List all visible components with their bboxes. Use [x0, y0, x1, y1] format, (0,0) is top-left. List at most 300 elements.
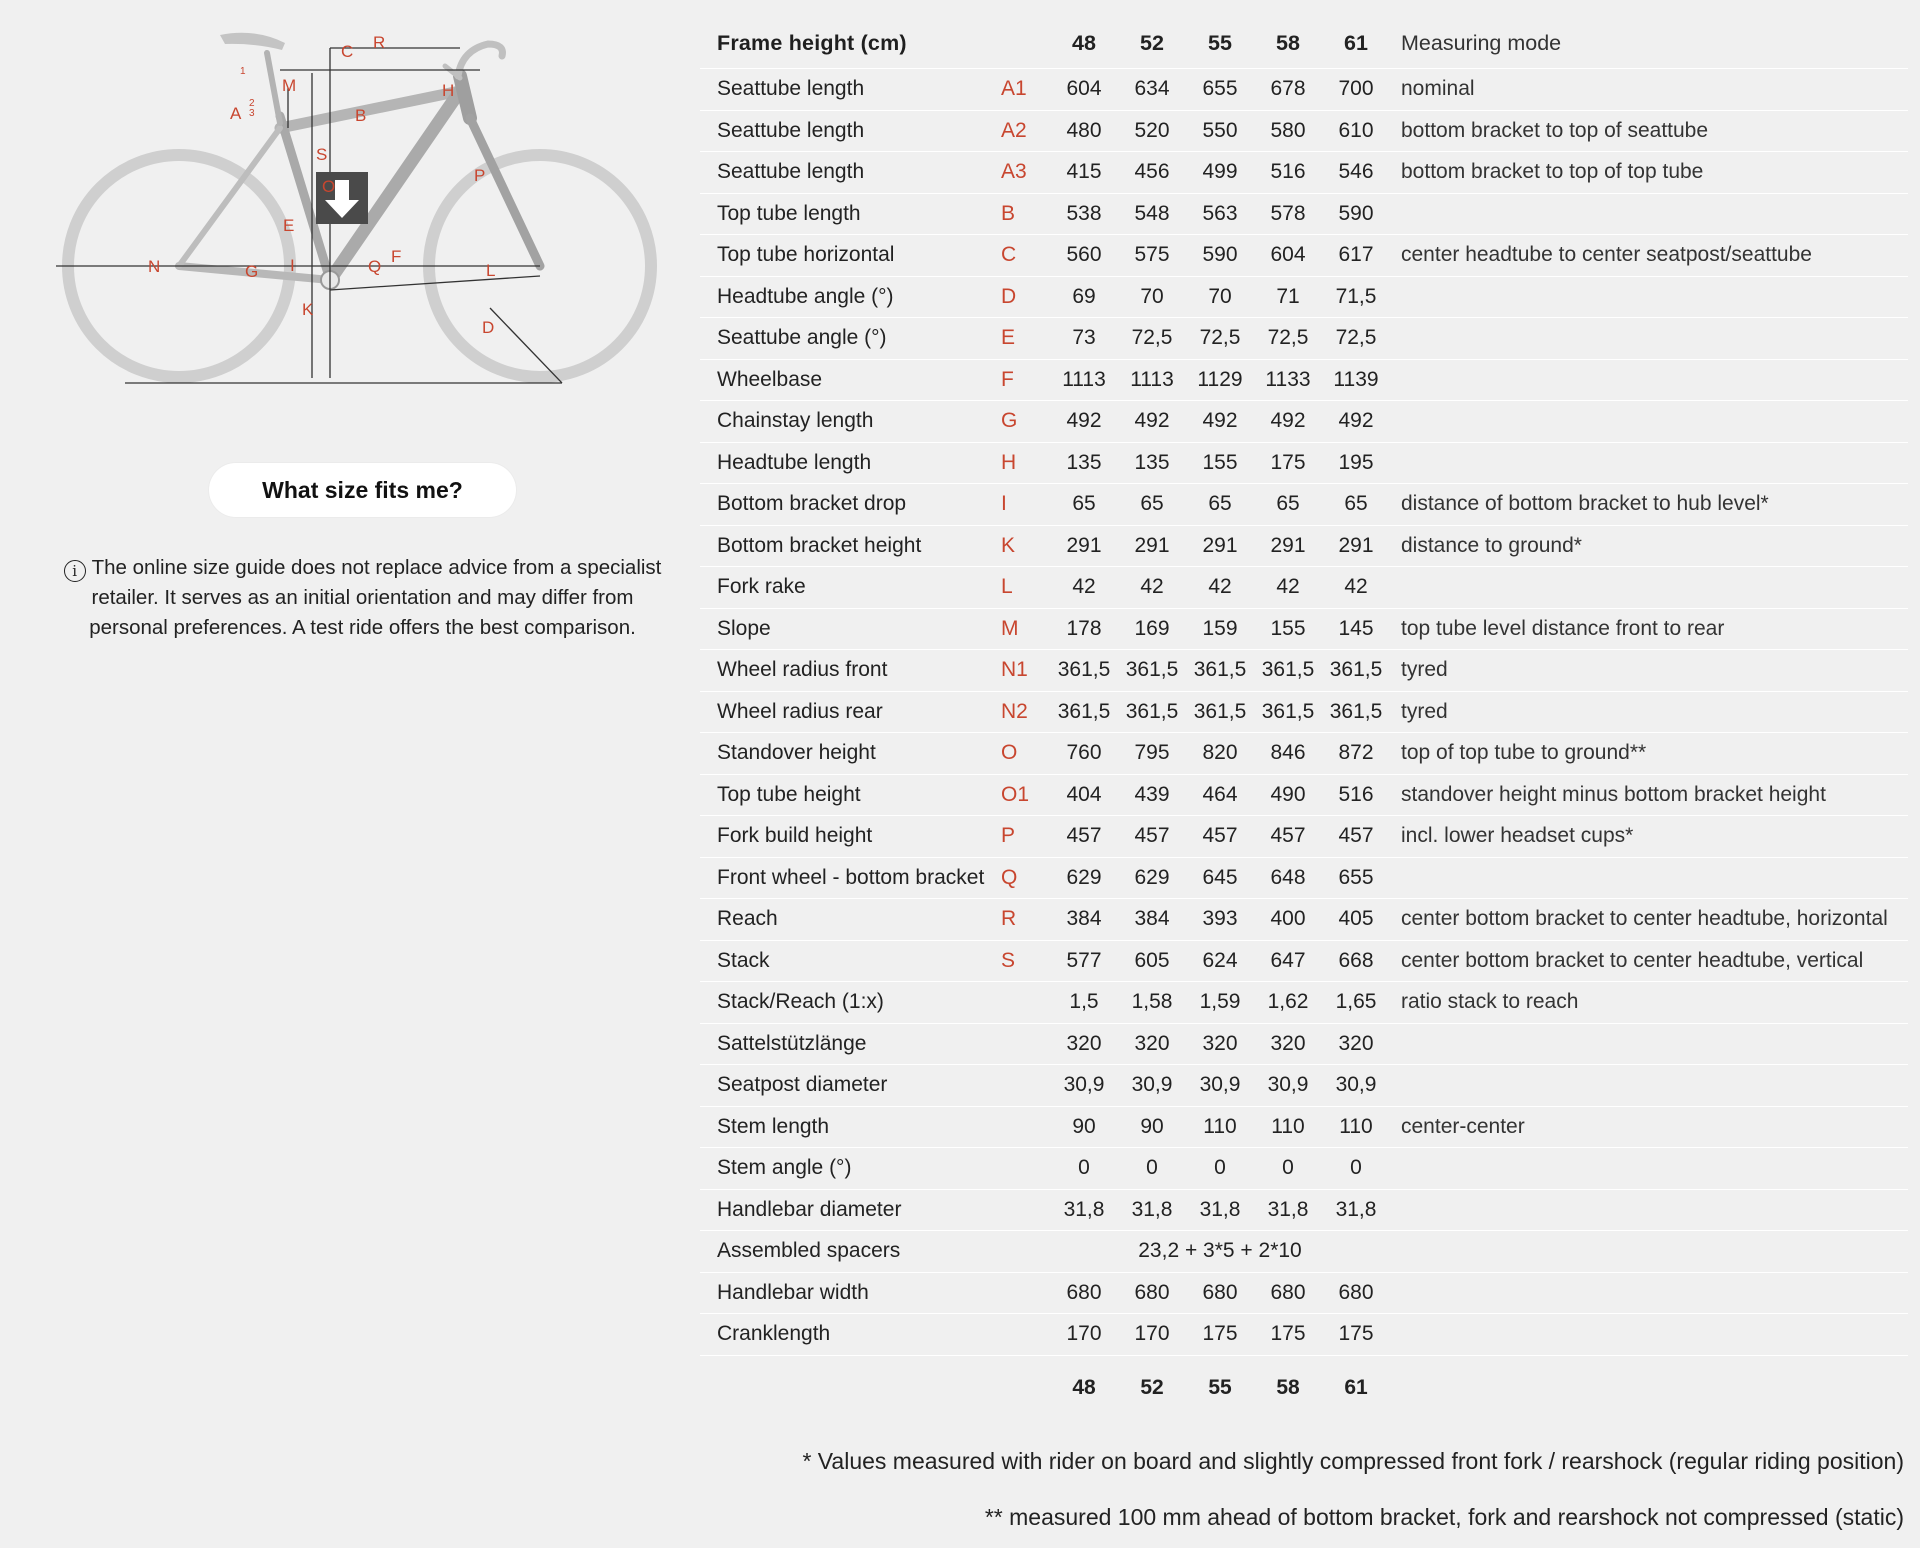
row-value: 69: [1050, 276, 1118, 318]
row-value: 0: [1118, 1148, 1186, 1190]
row-note: [1390, 1148, 1908, 1190]
row-key: S: [1000, 940, 1050, 982]
row-label: Standover height: [700, 733, 1000, 775]
row-value: 361,5: [1118, 691, 1186, 733]
row-value: 30,9: [1254, 1065, 1322, 1107]
row-label: Chainstay length: [700, 401, 1000, 443]
diagram-label: N: [148, 257, 161, 276]
table-row: [700, 235, 1908, 277]
row-note: [1390, 193, 1908, 235]
row-value: 361,5: [1186, 650, 1254, 692]
row-value: 0: [1050, 1148, 1118, 1190]
row-note: center-center: [1390, 1106, 1908, 1148]
row-note: incl. lower headset cups*: [1390, 816, 1908, 858]
row-value: 680: [1186, 1272, 1254, 1314]
table-row: [700, 484, 1908, 526]
row-value: 492: [1254, 401, 1322, 443]
row-note: [1390, 1065, 1908, 1107]
diagram-label: H: [442, 81, 455, 100]
row-key: N1: [1000, 650, 1050, 692]
row-value: 457: [1322, 816, 1390, 858]
row-value: 400: [1254, 899, 1322, 941]
row-value: 520: [1118, 110, 1186, 152]
row-key: [1000, 1272, 1050, 1314]
size-guide-disclaimer: [55, 553, 670, 643]
table-row: [700, 401, 1908, 443]
row-label: Handlebar diameter: [700, 1189, 1000, 1231]
row-value: 590: [1322, 193, 1390, 235]
table-footer-row: [700, 1355, 1908, 1421]
row-value: 629: [1118, 857, 1186, 899]
row-value: 580: [1254, 110, 1322, 152]
row-value: 71,5: [1322, 276, 1390, 318]
row-key: I: [1000, 484, 1050, 526]
row-key: H: [1000, 442, 1050, 484]
row-value: 135: [1118, 442, 1186, 484]
row-label: Seattube length: [700, 152, 1000, 194]
row-value: 361,5: [1050, 691, 1118, 733]
row-label: Bottom bracket height: [700, 525, 1000, 567]
row-label: Cranklength: [700, 1314, 1000, 1356]
table-row: [700, 193, 1908, 235]
row-value: 65: [1118, 484, 1186, 526]
row-value: 516: [1254, 152, 1322, 194]
row-note: [1390, 1189, 1908, 1231]
row-label: Top tube length: [700, 193, 1000, 235]
row-value: 320: [1254, 1023, 1322, 1065]
row-value: 42: [1254, 567, 1322, 609]
row-value: 175: [1254, 442, 1322, 484]
row-value: 548: [1118, 193, 1186, 235]
row-value: 178: [1050, 608, 1118, 650]
row-value: 291: [1322, 525, 1390, 567]
row-label: Headtube angle (°): [700, 276, 1000, 318]
row-value: 760: [1050, 733, 1118, 775]
row-value: 393: [1186, 899, 1254, 941]
row-note: top tube level distance front to rear: [1390, 608, 1908, 650]
row-value: 70: [1118, 276, 1186, 318]
left-panel: [0, 0, 700, 1548]
row-note: distance to ground*: [1390, 525, 1908, 567]
table-row: [700, 1272, 1908, 1314]
row-value: 405: [1322, 899, 1390, 941]
row-value: 30,9: [1118, 1065, 1186, 1107]
row-value: 578: [1254, 193, 1322, 235]
footnote-static: ** measured 100 mm ahead of bottom bracket, fork and rearshock not compressed (static): [984, 1504, 1904, 1530]
footer-spacer: [1000, 1355, 1050, 1421]
row-note: [1390, 1231, 1908, 1273]
row-value: 170: [1118, 1314, 1186, 1356]
row-value: 65: [1050, 484, 1118, 526]
row-key: D: [1000, 276, 1050, 318]
size-footer: 48: [1050, 1355, 1118, 1421]
row-value: 320: [1118, 1023, 1186, 1065]
frame-height-header: Frame height (cm): [717, 31, 907, 55]
table-row: [700, 1189, 1908, 1231]
row-value: 610: [1322, 110, 1390, 152]
row-value: 680: [1050, 1272, 1118, 1314]
row-value: 456: [1118, 152, 1186, 194]
what-size-fits-me-button[interactable]: What size fits me?: [209, 463, 516, 517]
row-value: 110: [1254, 1106, 1322, 1148]
row-value: 72,5: [1322, 318, 1390, 360]
row-note: [1390, 359, 1908, 401]
row-value: 439: [1118, 774, 1186, 816]
row-value: 0: [1322, 1148, 1390, 1190]
row-value: 538: [1050, 193, 1118, 235]
disclaimer-text: The online size guide does not replace advice from a specialist retailer. It serves as an initial orientation and may differ from personal preferences. A test ride offers the best comparison.: [89, 556, 662, 639]
size-header: 58: [1276, 31, 1300, 55]
diagram-label: S: [316, 145, 328, 164]
table-row: [700, 774, 1908, 816]
row-value: 1129: [1186, 359, 1254, 401]
row-value: 480: [1050, 110, 1118, 152]
diagram-label: D: [482, 318, 495, 337]
row-note: [1390, 857, 1908, 899]
table-row: [700, 940, 1908, 982]
diagram-label: R: [373, 33, 386, 52]
row-value: 415: [1050, 152, 1118, 194]
size-footer: 61: [1322, 1355, 1390, 1421]
row-key: O: [1000, 733, 1050, 775]
row-value: 384: [1118, 899, 1186, 941]
geometry-table-body: [700, 19, 1908, 1421]
row-value: 30,9: [1322, 1065, 1390, 1107]
diagram-sub-label: 1: [240, 66, 246, 77]
table-row: [700, 733, 1908, 775]
row-label: Slope: [700, 608, 1000, 650]
row-value: 65: [1186, 484, 1254, 526]
row-key: O1: [1000, 774, 1050, 816]
table-row: [700, 318, 1908, 360]
row-value: 65: [1322, 484, 1390, 526]
row-value: 175: [1254, 1314, 1322, 1356]
row-key: [1000, 1314, 1050, 1356]
row-value: 195: [1322, 442, 1390, 484]
diagram-label: C: [341, 42, 354, 61]
footer-spacer: [1390, 1355, 1908, 1421]
row-value: 42: [1050, 567, 1118, 609]
bike-geometry-diagram: [50, 18, 690, 398]
row-value: 820: [1186, 733, 1254, 775]
row-value: 680: [1118, 1272, 1186, 1314]
row-key: C: [1000, 235, 1050, 277]
row-value: 563: [1186, 193, 1254, 235]
row-note: center bottom bracket to center headtube, vertical: [1390, 940, 1908, 982]
table-row: [700, 982, 1908, 1024]
row-value: 1113: [1050, 359, 1118, 401]
diagram-letters: [148, 33, 495, 337]
row-value: 361,5: [1118, 650, 1186, 692]
size-header: 61: [1344, 31, 1368, 55]
row-value: 499: [1186, 152, 1254, 194]
row-label: Handlebar width: [700, 1272, 1000, 1314]
row-value: 1,65: [1322, 982, 1390, 1024]
row-label: Seatpost diameter: [700, 1065, 1000, 1107]
row-value: 31,8: [1322, 1189, 1390, 1231]
table-row: [700, 69, 1908, 111]
row-value: 550: [1186, 110, 1254, 152]
row-key: [1000, 1148, 1050, 1190]
row-value: 320: [1186, 1023, 1254, 1065]
size-footer: 52: [1118, 1355, 1186, 1421]
row-key: [1000, 1106, 1050, 1148]
footer-spacer: [700, 1355, 1000, 1421]
row-value: 73: [1050, 318, 1118, 360]
table-row: [700, 816, 1908, 858]
row-label: Wheel radius rear: [700, 691, 1000, 733]
row-value: 361,5: [1254, 691, 1322, 733]
row-value: 605: [1118, 940, 1186, 982]
row-key: N2: [1000, 691, 1050, 733]
row-value: 175: [1186, 1314, 1254, 1356]
row-value: 629: [1050, 857, 1118, 899]
row-key: A2: [1000, 110, 1050, 152]
row-value: 155: [1186, 442, 1254, 484]
size-footer: 55: [1186, 1355, 1254, 1421]
diagram-label: A: [230, 104, 242, 123]
row-value: 31,8: [1254, 1189, 1322, 1231]
table-row: [700, 525, 1908, 567]
row-note: [1390, 276, 1908, 318]
row-key: A3: [1000, 152, 1050, 194]
table-row: [700, 442, 1908, 484]
diagram-label: K: [302, 300, 314, 319]
row-value: 516: [1322, 774, 1390, 816]
row-label: Stem length: [700, 1106, 1000, 1148]
row-label: Top tube height: [700, 774, 1000, 816]
row-value: 90: [1050, 1106, 1118, 1148]
row-note: bottom bracket to top of top tube: [1390, 152, 1908, 194]
row-value: 70: [1186, 276, 1254, 318]
row-value: 457: [1254, 816, 1322, 858]
row-value: 464: [1186, 774, 1254, 816]
row-key: [1000, 1023, 1050, 1065]
row-value: 846: [1254, 733, 1322, 775]
row-label: Front wheel - bottom bracket: [700, 857, 1000, 899]
row-value: 680: [1254, 1272, 1322, 1314]
row-note: center bottom bracket to center headtube, horizontal: [1390, 899, 1908, 941]
diagram-label: M: [282, 76, 297, 95]
row-key: F: [1000, 359, 1050, 401]
table-row: [700, 1314, 1908, 1356]
row-value: 31,8: [1186, 1189, 1254, 1231]
row-value: 169: [1118, 608, 1186, 650]
row-value: 72,5: [1186, 318, 1254, 360]
row-value: 155: [1254, 608, 1322, 650]
row-value: 31,8: [1118, 1189, 1186, 1231]
row-value: 604: [1050, 69, 1118, 111]
row-value: 159: [1186, 608, 1254, 650]
row-value: 647: [1254, 940, 1322, 982]
row-label: Bottom bracket drop: [700, 484, 1000, 526]
row-value: 457: [1118, 816, 1186, 858]
row-value: 645: [1186, 857, 1254, 899]
row-value: 65: [1254, 484, 1322, 526]
geometry-table: [700, 19, 1908, 1421]
row-value: 678: [1254, 69, 1322, 111]
row-note: [1390, 401, 1908, 443]
row-key: K: [1000, 525, 1050, 567]
row-value: 291: [1118, 525, 1186, 567]
row-key: A1: [1000, 69, 1050, 111]
table-row: [700, 650, 1908, 692]
row-value: 291: [1186, 525, 1254, 567]
table-row: [700, 857, 1908, 899]
row-value: 110: [1186, 1106, 1254, 1148]
table-row: [700, 359, 1908, 401]
row-value: 872: [1322, 733, 1390, 775]
row-key: [1000, 1065, 1050, 1107]
row-label: Top tube horizontal: [700, 235, 1000, 277]
row-merged-value: 23,2 + 3*5 + 2*10: [1050, 1231, 1390, 1273]
row-label: Stack/Reach (1:x): [700, 982, 1000, 1024]
diagram-label: Q: [368, 257, 382, 276]
row-value: 90: [1118, 1106, 1186, 1148]
row-value: 320: [1050, 1023, 1118, 1065]
row-note: ratio stack to reach: [1390, 982, 1908, 1024]
row-key: [1000, 982, 1050, 1024]
row-label: Fork rake: [700, 567, 1000, 609]
diagram-label: F: [391, 247, 402, 266]
row-note: [1390, 318, 1908, 360]
row-value: 110: [1322, 1106, 1390, 1148]
row-value: 72,5: [1254, 318, 1322, 360]
row-note: top of top tube to ground**: [1390, 733, 1908, 775]
row-value: 361,5: [1050, 650, 1118, 692]
row-label: Stem angle (°): [700, 1148, 1000, 1190]
row-value: 72,5: [1118, 318, 1186, 360]
diagram-label: L: [486, 261, 496, 280]
row-value: 590: [1186, 235, 1254, 277]
row-value: 404: [1050, 774, 1118, 816]
size-footer: 58: [1254, 1355, 1322, 1421]
row-key: Q: [1000, 857, 1050, 899]
diagram-sub-label: 3: [249, 108, 255, 119]
row-value: 634: [1118, 69, 1186, 111]
row-key: [1000, 1231, 1050, 1273]
row-value: 361,5: [1186, 691, 1254, 733]
table-row: [700, 567, 1908, 609]
row-value: 1133: [1254, 359, 1322, 401]
row-value: 604: [1254, 235, 1322, 277]
row-value: 361,5: [1254, 650, 1322, 692]
table-row: [700, 276, 1908, 318]
table-header-row: [700, 19, 1908, 69]
diagram-label: B: [355, 106, 367, 125]
table-row: [700, 1148, 1908, 1190]
row-label: Seattube length: [700, 69, 1000, 111]
row-value: 291: [1254, 525, 1322, 567]
row-key: R: [1000, 899, 1050, 941]
row-value: 361,5: [1322, 691, 1390, 733]
row-value: 31,8: [1050, 1189, 1118, 1231]
diagram-label: G: [245, 262, 259, 281]
row-label: Sattelstützlänge: [700, 1023, 1000, 1065]
measuring-mode-header: Measuring mode: [1401, 31, 1562, 55]
table-row: [700, 691, 1908, 733]
table-row: [700, 152, 1908, 194]
diagram-label: P: [474, 166, 486, 185]
row-value: 135: [1050, 442, 1118, 484]
row-note: bottom bracket to top of seattube: [1390, 110, 1908, 152]
row-value: 1,62: [1254, 982, 1322, 1024]
row-note: [1390, 1023, 1908, 1065]
info-icon: i: [64, 560, 86, 582]
row-label: Fork build height: [700, 816, 1000, 858]
row-value: 492: [1118, 401, 1186, 443]
row-note: [1390, 567, 1908, 609]
row-key: M: [1000, 608, 1050, 650]
bike-frame: [179, 33, 540, 289]
row-value: 457: [1186, 816, 1254, 858]
row-value: 575: [1118, 235, 1186, 277]
row-value: 1113: [1118, 359, 1186, 401]
row-value: 1,5: [1050, 982, 1118, 1024]
row-note: distance of bottom bracket to hub level*: [1390, 484, 1908, 526]
row-note: tyred: [1390, 691, 1908, 733]
row-key: L: [1000, 567, 1050, 609]
row-label: Wheel radius front: [700, 650, 1000, 692]
row-value: 0: [1186, 1148, 1254, 1190]
row-label: Seattube length: [700, 110, 1000, 152]
row-value: 170: [1050, 1314, 1118, 1356]
row-value: 648: [1254, 857, 1322, 899]
row-value: 0: [1254, 1148, 1322, 1190]
row-value: 175: [1322, 1314, 1390, 1356]
row-value: 1,59: [1186, 982, 1254, 1024]
row-note: [1390, 442, 1908, 484]
row-value: 320: [1322, 1023, 1390, 1065]
row-value: 680: [1322, 1272, 1390, 1314]
diagram-label: I: [290, 256, 295, 275]
row-value: 560: [1050, 235, 1118, 277]
row-value: 617: [1322, 235, 1390, 277]
row-value: 30,9: [1050, 1065, 1118, 1107]
row-label: Headtube length: [700, 442, 1000, 484]
row-note: center headtube to center seatpost/seattube: [1390, 235, 1908, 277]
row-value: 291: [1050, 525, 1118, 567]
row-value: 30,9: [1186, 1065, 1254, 1107]
row-value: 700: [1322, 69, 1390, 111]
table-row: [700, 1023, 1908, 1065]
row-key: [1000, 1189, 1050, 1231]
row-key: P: [1000, 816, 1050, 858]
row-value: 655: [1322, 857, 1390, 899]
table-row: [700, 608, 1908, 650]
row-value: 492: [1322, 401, 1390, 443]
row-value: 384: [1050, 899, 1118, 941]
table-row: [700, 899, 1908, 941]
row-key: E: [1000, 318, 1050, 360]
row-value: 42: [1322, 567, 1390, 609]
row-value: 145: [1322, 608, 1390, 650]
row-value: 71: [1254, 276, 1322, 318]
size-header: 52: [1140, 31, 1164, 55]
row-value: 1139: [1322, 359, 1390, 401]
row-value: 795: [1118, 733, 1186, 775]
row-label: Seattube angle (°): [700, 318, 1000, 360]
row-note: nominal: [1390, 69, 1908, 111]
footnote-riding-position: * Values measured with rider on board and slightly compressed front fork / rearshock (regular riding position): [802, 1448, 1904, 1474]
row-value: 668: [1322, 940, 1390, 982]
row-value: 361,5: [1322, 650, 1390, 692]
diagram-label: E: [283, 216, 295, 235]
row-value: 42: [1186, 567, 1254, 609]
table-row: [700, 1065, 1908, 1107]
row-note: standover height minus bottom bracket height: [1390, 774, 1908, 816]
table-row: [700, 1231, 1908, 1273]
